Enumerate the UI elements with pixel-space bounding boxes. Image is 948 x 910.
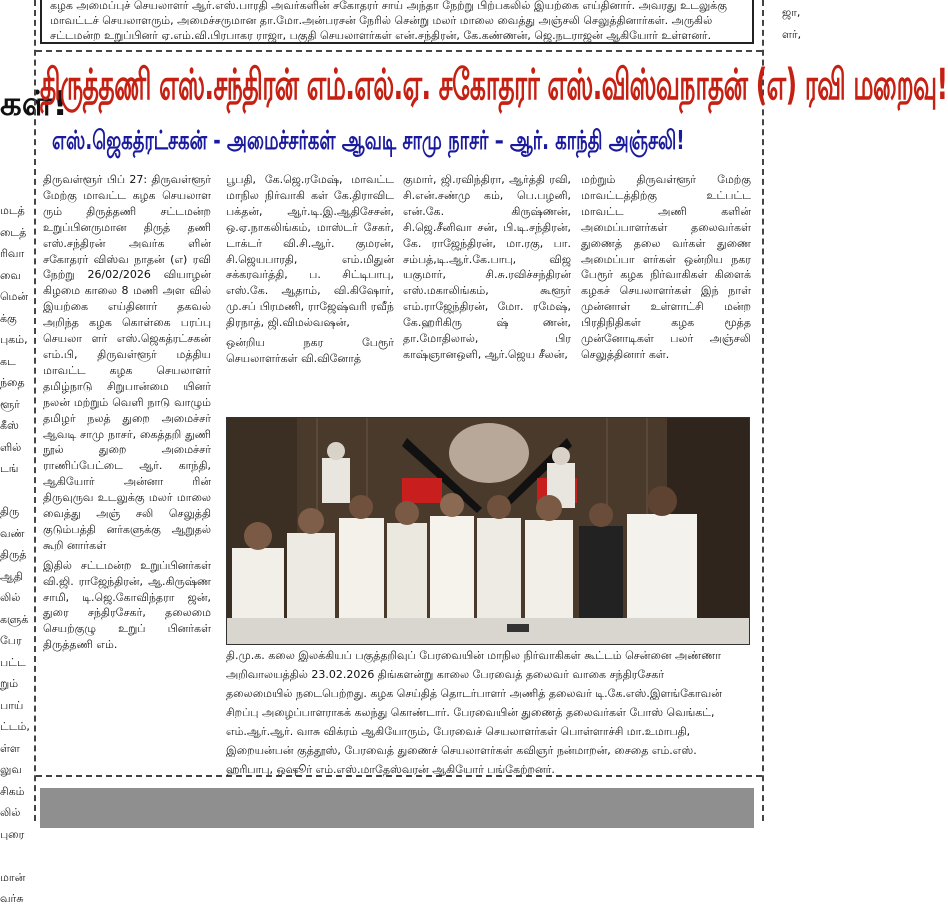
- top-news-line: சட்டமன்ற உறுப்பினர் ஏ.எம்.வி.பிரபாகர ராஜா, பகுதி செயலாளர்கள் என்.சந்திரன், கே.கண்ணன், ஜெ.நடராஜன் ஆகியோர் உள்ளனர்.: [50, 29, 712, 42]
- caption-line: இறையன்பன் குத்தூஸ், பேரவைத் துணைச் செயலாளர்கள் கவிஞர் நன்மாறன், சைதை எம்.எஸ்.: [226, 744, 697, 757]
- article-paragraph: பூபதி, கே.ஜெ.ரமேஷ், மாவட்ட மாநில நிர்வாகி கள் கே.திராவிட பக்தன், ஆர்.டி.இ.ஆதிசேசன், ஒ.ஏ.நாகலிங்கம், மாஸ்டர் சேகர், டாக்டர் வி.சி.ஆர். குமரன், சி.ஜெயபாரதி, எம்.மிதுன் சக்கரவர்த்தி, ப. சிட்டிபாபு, எஸ்.கே. ஆதாம், வி.கிஷோர், மு.சப் பிரமணி, ராஜேஷ்வரி ரவீந் திரநாத், ஜி.விமல்வஷன்,: [226, 173, 394, 330]
- left-fragment-line: கட: [0, 354, 16, 368]
- caption-line: ஹரிபாபு, ஒஷூர் எம்.எஸ்.மாதேஸ்வரன் ஆகியோர் பங்கேற்றனர்.: [226, 763, 555, 776]
- article-paragraph: இதில் சட்டமன்ற உறுப்பினர்கள் வி.ஜி. ராஜேந்திரன், ஆ.கிருஷ்ண சாமி, டி.ஜெ.கோவிந்தரா ஜன், துரை சந்திரசேகர், தலைமை செயற்குழு உறுப் பினர்கள் திருத்தணி எம்.: [43, 558, 211, 652]
- article-paragraph: திருவள்ளூர் பிப் 27: திருவள்ளூர் மேற்கு மாவட்ட கழக செயலாள ரும் திருத்தணி சட்டமன்ற உறுப்பினருமான திருத் தணி எஸ்.சந்திரன் அவர்க ளின் சகோதரர் விஸ்வ நாதன் (எ) ரவி நேற்று 26/02/2026 வியாழன் கிழமை காலை 8 மணி அள வில் இயற்கை எய்தினார் தகவல் அறிந்த கழக கொள்கை பரப்பு செயலா ளர் எஸ்.ஜெகத்ரட்சகன் எம்.பி, திருவள்ளூர் மத்திய மாவட்ட கழக செயலாளர் தமிழ்நாடு சிறுபான்மை யினர் நலன் மற்றும் வெளி நாடு வாழும் தமிழர் நலத் துறை அமைச்சர் ஆவடி சாமு நாசர், கைத்தறி துணி நூல் துறை அமைச்சர் ராணிப்பேட்டை ஆர். காந்தி, ஆகியோர் அன்னா ரின் திருவுருவ உடலுக்கு மலர் மாலை வைத்து அஞ் சலி செலுத்தி குடும்பத்தி னர்களுக்கு ஆறுதல் கூறி னார்கள்: [43, 173, 211, 552]
- right-article-text-fragment: [782, 2, 800, 45]
- left-fragment-line: வர்சு: [0, 892, 24, 905]
- article-headline: திருத்தணி எஸ்.சந்திரன் எம்.எல்.ஏ. சகோதரர் எஸ்.விஸ்வநாதன் (எ) ரவி மறைவு!: [40, 60, 948, 110]
- caption-line: தலைமையில் நடைபெற்றது. கழக செய்தித் தொடர்பாளர் அணித் தலைவர் டி.கே.எஸ்.இளங்கோவன்: [226, 687, 722, 700]
- left-fragment-line: ளூர்: [0, 397, 20, 411]
- photo-caption: [226, 646, 754, 779]
- left-fragment-line: மான்: [0, 870, 26, 884]
- left-fragment-line: டங்: [0, 462, 19, 475]
- bottom-ad-block: [40, 788, 754, 828]
- left-fragment-line: களுக்: [0, 612, 29, 626]
- left-fragment-line: ரிவா: [0, 247, 25, 260]
- left-fragment-line: மடத்: [0, 204, 25, 217]
- left-fragment-line: றும்: [0, 677, 19, 690]
- section-divider-top: [36, 50, 762, 52]
- column-divider-right: [762, 0, 764, 821]
- left-fragment-line: புரை: [0, 827, 25, 841]
- left-fragment-line: திரு: [0, 505, 20, 518]
- article-column-1: [43, 172, 211, 772]
- article-paragraph: மற்றும் திருவள்ளூர் மேற்கு மாவட்டத்திற்கு உட்பட்ட மாவட்ட அணி களின் அமைப்பாளர்கள் தலைவர்கள் துணைத் தலை வர்கள் துணை அமைப்பா ளர்கள் ஒன்றிய நகர பேரூர் கழக நிர்வாகிகள் கிளைக் கழகச் செயலாளர்கள் இந் நாள் முன்னாள் உள்ளாட்சி மன்ற பிரதிநிதிகள் கழக மூத்த முன்னோடிகள் பலர் அஞ்சலி செலுத்தினார் கள்.: [581, 173, 751, 361]
- caption-line: சிறப்பு அழைப்பாளராகக் கலந்து கொண்டார். பேரவையின் துணைத் தலைவர்கள் போஸ் வெங்கட்,: [226, 706, 715, 719]
- left-article-headline-fragment: கள்!: [0, 84, 68, 124]
- caption-line: எம்.ஆர்.ஆர். வாசு விக்ரம் ஆகியோரும், பேரவைச் செயலாளர்கள் பொள்ளாச்சி மா.உமாபதி,: [226, 725, 691, 738]
- caption-line: அறிவாலயத்தில் 23.02.2026 திங்களன்று காலை பேரவைத் தலைவர் வாகை சந்திரசேகர்: [226, 668, 665, 681]
- left-fragment-line: ட்டம்,: [0, 720, 30, 733]
- photo-illustration: [227, 418, 749, 644]
- right-fragment-line: ஜா,: [782, 6, 801, 19]
- left-fragment-line: லில்: [0, 591, 21, 604]
- left-fragment-line: லில்: [0, 806, 21, 819]
- left-fragment-line: ந்தை: [0, 376, 25, 389]
- left-fragment-line: சிகம்: [0, 784, 25, 798]
- left-fragment-line: கீஸ்: [0, 419, 19, 432]
- left-fragment-line: [0, 845, 30, 867]
- article-paragraph: ஒன்றிய நகர பேரூர் செயலாளர்கள் வி.வினோத்: [226, 336, 394, 365]
- article-column-4: [581, 172, 751, 412]
- left-fragment-line: பாய்: [0, 698, 24, 712]
- top-news-line: கழக அமைப்புச் செயலாளர் ஆர்.எஸ்.பாரதி அவர்களின் சகோதரர் சாய் அந்தா நேற்று பிற்பகலில் இயற்கை எய்தினார். அவரது உடலுக்கு: [50, 0, 727, 12]
- left-article-text-fragment: [0, 200, 30, 910]
- article-column-3: [403, 172, 571, 412]
- top-news-line: மாவட்டச் செயலாளரும், அமைச்சருமான தா.மோ.அன்பரசன் நேரில் சென்று மலர் மாலை வைத்து அஞ்சலி செலுத்தினார்கள். அருகில்: [50, 14, 713, 27]
- left-fragment-line: திருத்: [0, 548, 27, 561]
- left-fragment-line: [0, 480, 30, 502]
- left-fragment-line: ள்ள: [0, 741, 20, 755]
- left-fragment-line: க்கு: [0, 311, 17, 325]
- left-fragment-line: பட்ட: [0, 655, 26, 669]
- left-fragment-line: டைத்: [0, 225, 27, 239]
- group-meeting-photo: [226, 417, 750, 645]
- top-news-box: [40, 0, 754, 44]
- article-subheadline: எஸ்.ஜெகத்ரட்சகன் - அமைச்சர்கள் ஆவடி சாமு நாசர் – ஆர். காந்தி அஞ்சலி!: [52, 126, 685, 157]
- left-fragment-line: ளில்: [0, 440, 22, 454]
- left-fragment-line: வண்: [0, 526, 25, 540]
- article-column-2: [226, 172, 394, 412]
- left-fragment-line: ஆதி: [0, 569, 23, 583]
- left-fragment-line: பேர: [0, 634, 22, 647]
- left-fragment-line: வை: [0, 268, 21, 282]
- article-paragraph: குமார், ஜி.ரவிந்திரா, ஆர்த்தி ரவி, சி.என்.சண்மு கம், பெ.பழனி, என்.கே. கிருஷ்ணன், சி.ஜெ.சீனிவா சன், பி.டி.சந்திரன், கே. ராஜேந்திரன், மா.ரகு, பா. சம்பத்,டி.ஆர்.கே.பாபு, விஜ யகுமார், சி.சு.ரவிச்சந்திரன் எஸ்.மகாலிங்கம், கூளூர் எம்.ராஜேந்திரன், மோ. ரமேஷ், கே.ஹரிகிரு ஷ் ணன், தா.மோதிலால், பிர காஷ்ஞானஒளி, ஆர்.ஜெய சீலன்,: [403, 173, 571, 361]
- left-fragment-line: லுவ: [0, 763, 22, 776]
- column-divider-left: [34, 0, 36, 821]
- left-fragment-line: புகம்,: [0, 333, 28, 346]
- right-fragment-line: ளர்,: [782, 27, 802, 41]
- caption-line: தி.மு.க. கலை இலக்கியப் பகுத்தறிவுப் பேரவையின் மாநில நிர்வாகிகள் கூட்டம் சென்னை அண்ணா: [226, 649, 721, 662]
- left-fragment-line: மென்: [0, 290, 29, 303]
